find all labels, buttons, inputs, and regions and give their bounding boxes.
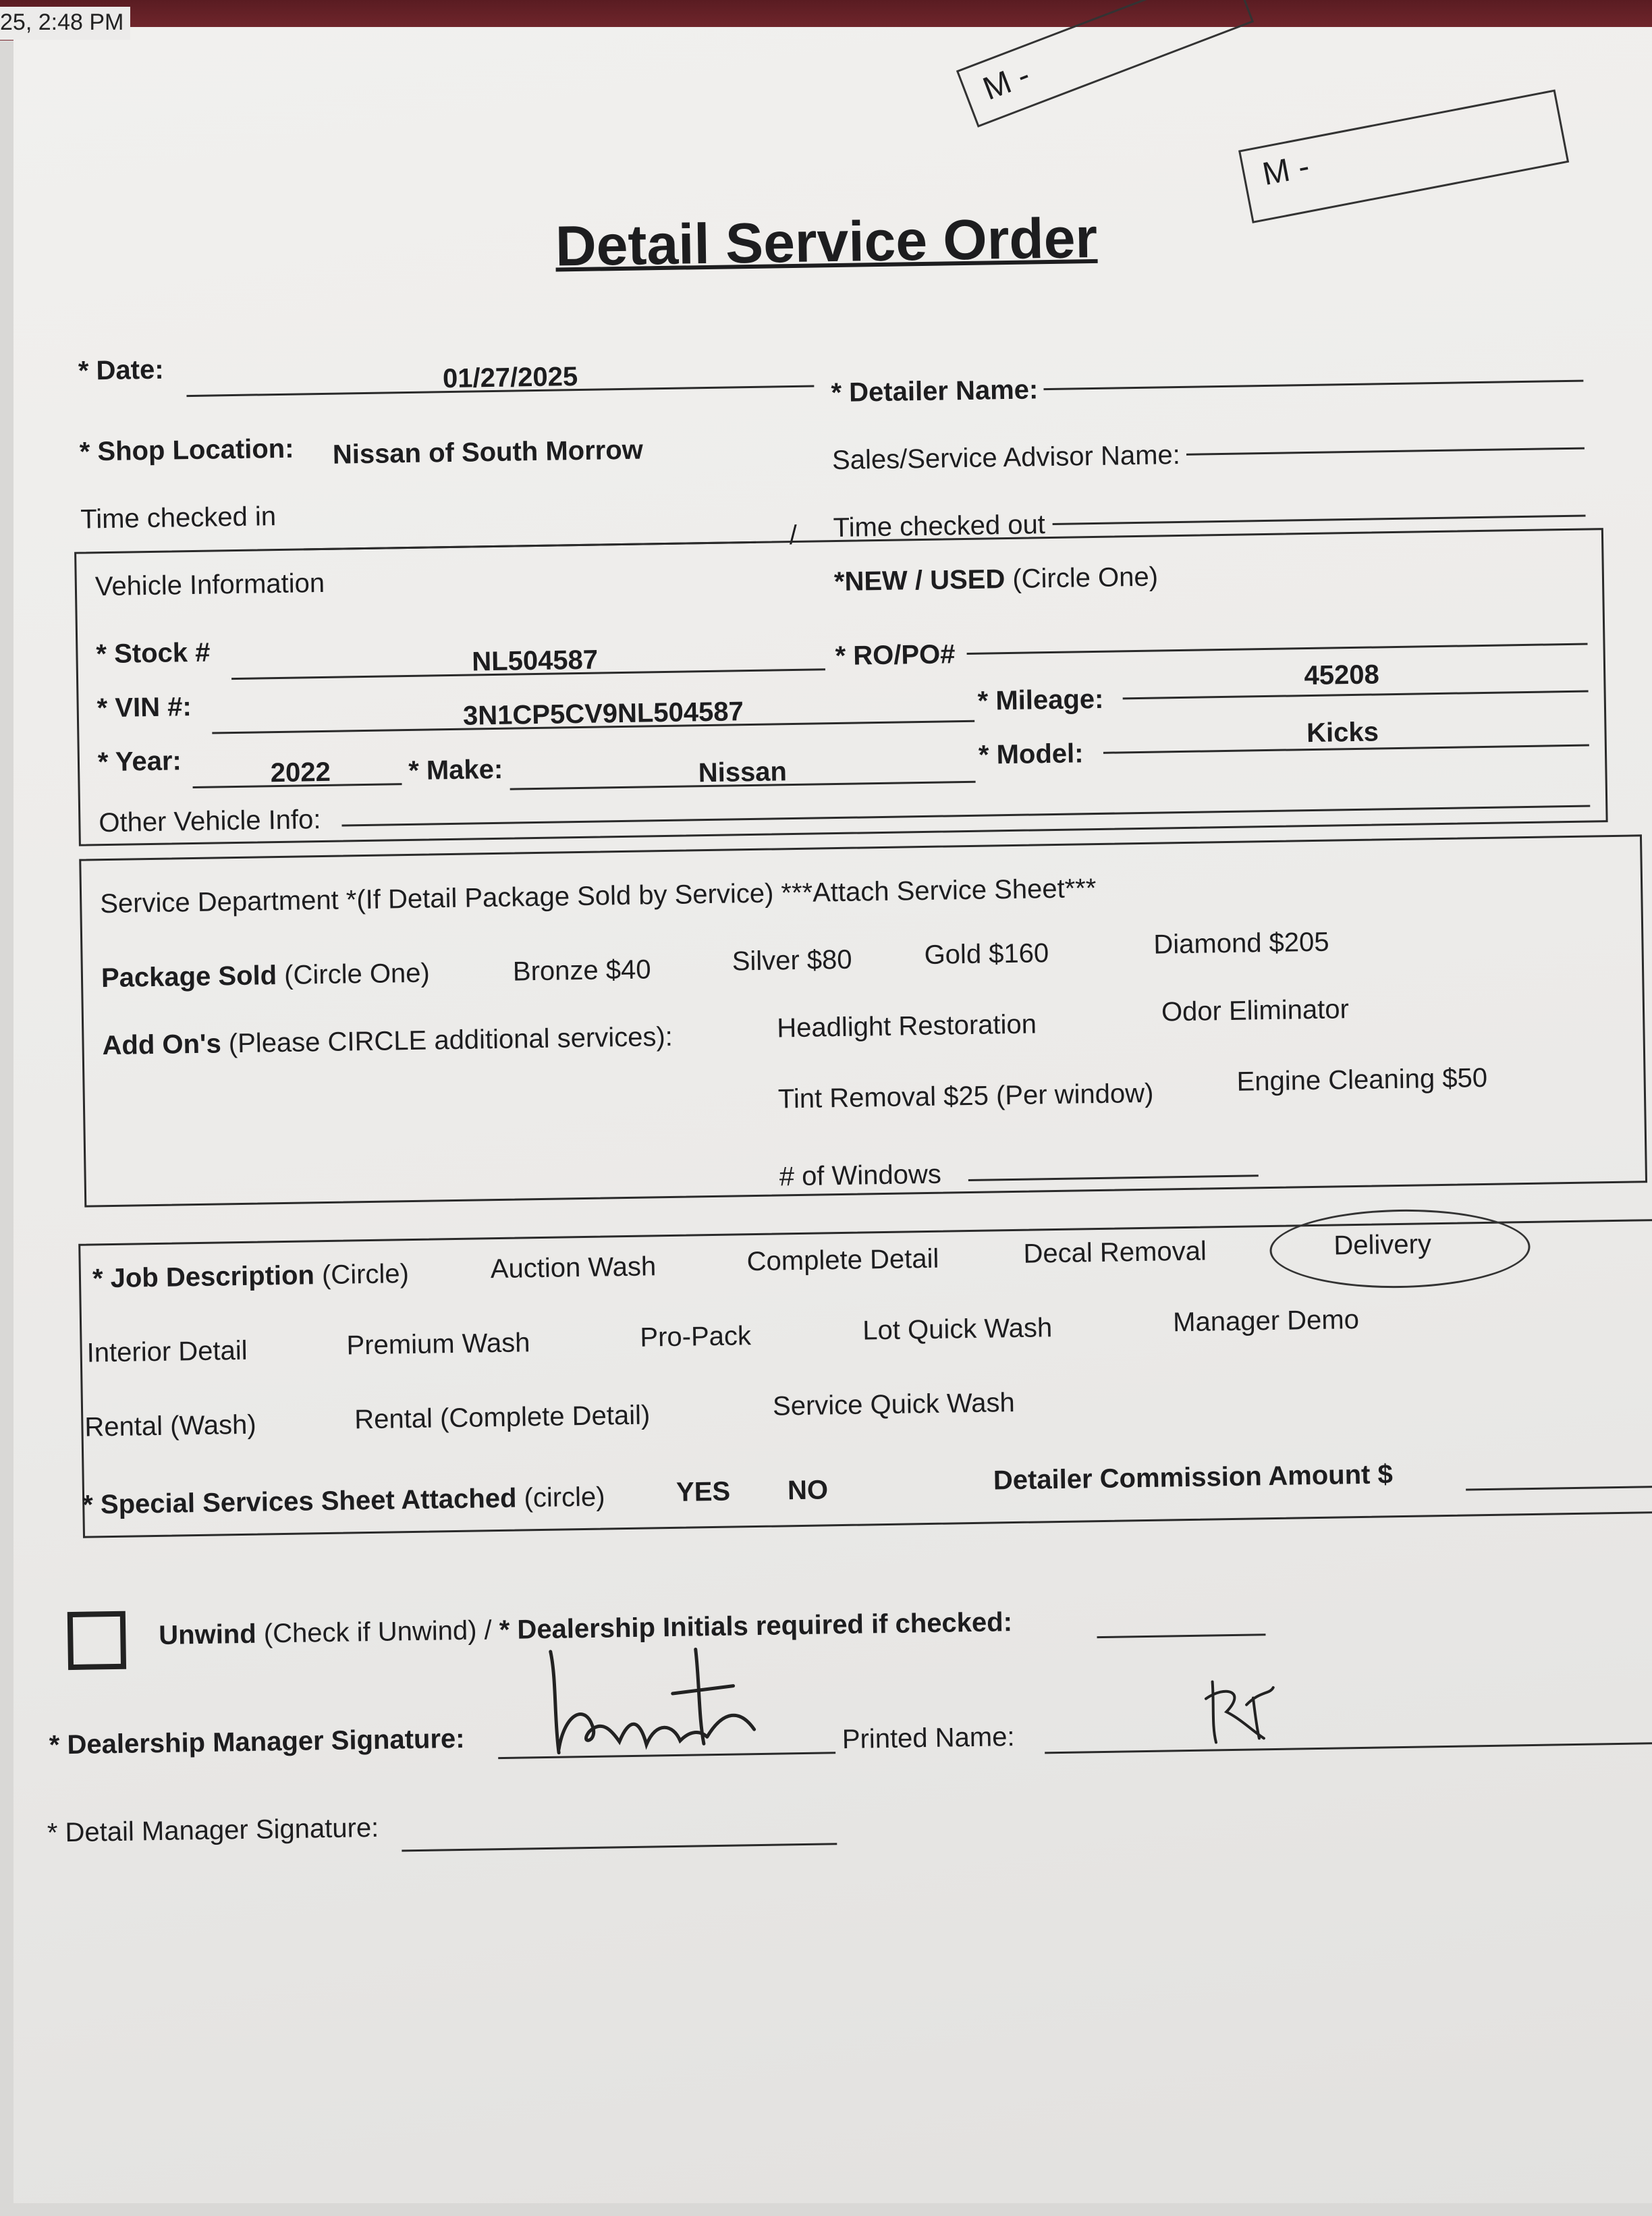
package-gold[interactable]: Gold $160 [924, 938, 1049, 971]
windows-label: # of Windows [779, 1159, 942, 1192]
status-timestamp: 25, 2:48 PM [0, 7, 130, 40]
new-used-field[interactable] [834, 562, 1159, 598]
advisor-label: Sales/Service Advisor Name: [831, 439, 1181, 476]
new-used-hint: (Circle One) [1012, 562, 1159, 594]
job-premium-wash[interactable]: Premium Wash [346, 1328, 530, 1361]
stock-value: NL504587 [471, 645, 599, 677]
job-auction-wash[interactable]: Auction Wash [490, 1251, 657, 1285]
advisor-line[interactable] [1186, 448, 1585, 456]
detailer-name-label: * Detailer Name: [831, 375, 1039, 408]
job-complete-detail[interactable]: Complete Detail [746, 1243, 939, 1277]
corner-stamp-1-text: M - [978, 57, 1035, 107]
unwind-hint: (Check if Unwind) / [263, 1615, 493, 1649]
job-manager-demo[interactable]: Manager Demo [1172, 1304, 1360, 1338]
shop-location-value: Nissan of South Morrow [332, 435, 644, 470]
shop-location-label: * Shop Location: [79, 433, 294, 467]
package-silver[interactable]: Silver $80 [732, 944, 852, 977]
model-value: Kicks [1306, 717, 1379, 749]
slash-separator: / [789, 520, 798, 551]
time-out-label: Time checked out [833, 510, 1046, 543]
job-delivery[interactable]: Delivery [1333, 1229, 1432, 1261]
vehicle-section-label: Vehicle Information [94, 568, 325, 602]
model-label: * Model: [978, 738, 1084, 770]
job-description-hint: (Circle) [321, 1259, 410, 1291]
detail-manager-signature-line[interactable] [402, 1843, 837, 1852]
form-title: Detail Service Order [555, 205, 1098, 278]
job-decal-removal[interactable]: Decal Removal [1023, 1236, 1207, 1269]
make-label: * Make: [408, 754, 503, 786]
job-service-quick-wash[interactable]: Service Quick Wash [772, 1388, 1016, 1422]
special-no-option[interactable]: NO [787, 1475, 829, 1506]
dealer-signature-scribble [536, 1627, 808, 1760]
service-dept-heading: Service Department *(If Detail Package Sold by Service) ***Attach Service Sheet*** [99, 873, 1097, 919]
job-description-label: * Job Description [92, 1260, 315, 1294]
job-description-field [92, 1259, 410, 1294]
unwind-label: Unwind [158, 1619, 257, 1650]
detail-manager-signature-label: * Detail Manager Signature: [47, 1812, 379, 1848]
package-sold-label: Package Sold [101, 961, 277, 994]
time-out-line[interactable] [1053, 515, 1586, 525]
year-value: 2022 [270, 757, 331, 788]
printed-name-line[interactable] [1045, 1742, 1652, 1754]
addons-label: Add On's [102, 1029, 222, 1061]
addon-tint-removal[interactable]: Tint Removal $25 (Per window) [777, 1078, 1154, 1114]
special-yes-option[interactable]: YES [676, 1476, 731, 1507]
job-lot-quick-wash[interactable]: Lot Quick Wash [862, 1313, 1053, 1346]
special-services-hint: (circle) [524, 1482, 605, 1513]
initials-line[interactable] [1097, 1633, 1266, 1638]
job-rental-wash[interactable]: Rental (Wash) [84, 1409, 256, 1442]
addons-hint: (Please CIRCLE additional services): [228, 1021, 673, 1059]
mileage-label: * Mileage: [977, 684, 1104, 716]
job-interior-detail[interactable]: Interior Detail [86, 1335, 248, 1368]
ro-po-label: * RO/PO# [835, 639, 956, 672]
corner-stamp-2 [1238, 90, 1569, 223]
stock-label: * Stock # [96, 637, 211, 670]
corner-stamp-2-text: M - [1259, 148, 1313, 193]
date-label: * Date: [78, 354, 164, 386]
initials-label: * Dealership Initials required if checked: [499, 1607, 1013, 1646]
job-rental-complete-detail[interactable]: Rental (Complete Detail) [354, 1400, 651, 1435]
special-services-label: * Special Services Sheet Attached [82, 1483, 517, 1520]
printed-name-initials-scribble [1199, 1671, 1281, 1746]
dealer-signature-label: * Dealership Manager Signature: [49, 1723, 465, 1760]
job-pro-pack[interactable]: Pro-Pack [640, 1321, 752, 1353]
new-used-label: *NEW / USED [833, 564, 1006, 597]
unwind-checkbox[interactable] [67, 1611, 126, 1670]
make-value: Nissan [698, 757, 788, 788]
date-value: 01/27/2025 [442, 361, 578, 394]
time-in-label: Time checked in [80, 502, 277, 535]
vin-label: * VIN #: [97, 692, 192, 724]
addon-headlight[interactable]: Headlight Restoration [776, 1009, 1037, 1044]
package-diamond[interactable]: Diamond $205 [1153, 927, 1329, 960]
mileage-value: 45208 [1304, 659, 1380, 691]
detailer-name-line[interactable] [1043, 380, 1583, 391]
vin-value: 3N1CP5CV9NL504587 [462, 697, 744, 731]
printed-name-label: Printed Name: [842, 1722, 1015, 1755]
year-label: * Year: [97, 746, 182, 778]
package-sold-hint: (Circle One) [283, 958, 431, 990]
commission-label: Detailer Commission Amount $ [993, 1459, 1394, 1496]
addon-odor[interactable]: Odor Eliminator [1161, 994, 1350, 1027]
package-bronze[interactable]: Bronze $40 [512, 954, 651, 987]
addon-engine-cleaning[interactable]: Engine Cleaning $50 [1236, 1062, 1488, 1097]
other-vehicle-info-label: Other Vehicle Info: [99, 805, 321, 838]
form-paper [13, 27, 1652, 2203]
package-sold-field [101, 958, 430, 994]
